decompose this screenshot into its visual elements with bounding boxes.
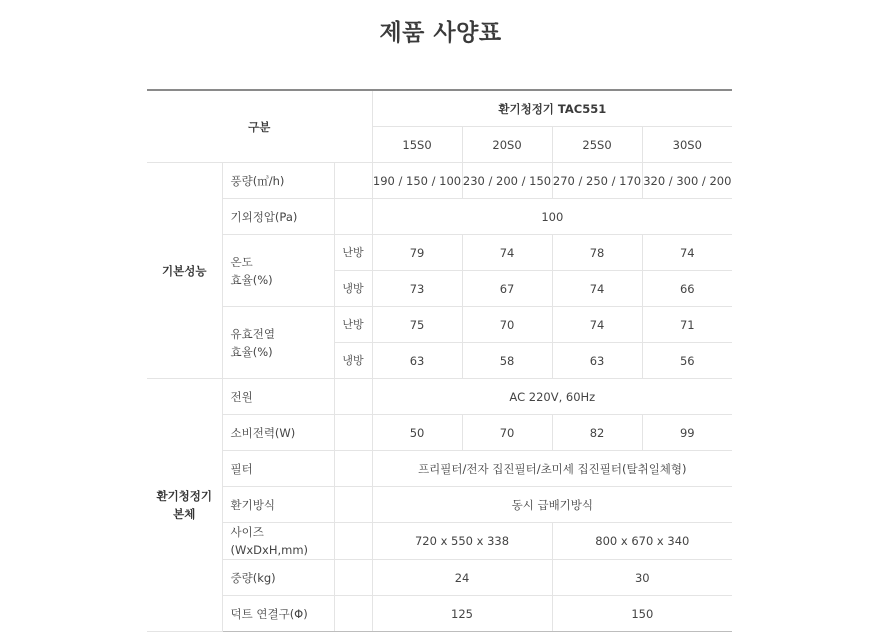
cell-value: 100 bbox=[372, 199, 732, 235]
row-airflow bbox=[147, 163, 732, 199]
cell-value: AC 220V, 60Hz bbox=[372, 379, 732, 415]
cell-value: 720 x 550 x 338 bbox=[372, 523, 552, 560]
cell-value: 30 bbox=[552, 560, 732, 596]
header-model: 30S0 bbox=[642, 127, 732, 163]
row-duct bbox=[147, 596, 732, 632]
cell-value: 800 x 670 x 340 bbox=[552, 523, 732, 560]
cell-value: 190 / 150 / 100 bbox=[372, 163, 462, 199]
spec-table bbox=[147, 89, 732, 632]
header-product: 환기청정기 TAC551 bbox=[372, 90, 732, 127]
row-label: 덕트 연결구(Φ) bbox=[222, 596, 334, 632]
cell-value: 74 bbox=[552, 271, 642, 307]
group-basic-performance: 기본성능 bbox=[147, 163, 222, 379]
cell-value: 67 bbox=[462, 271, 552, 307]
row-size bbox=[147, 523, 732, 560]
header-model: 20S0 bbox=[462, 127, 552, 163]
group-label-line: 환기청정기 bbox=[156, 489, 213, 503]
cell-value: 58 bbox=[462, 343, 552, 379]
cell-value: 125 bbox=[372, 596, 552, 632]
row-label-line: 온도 bbox=[230, 254, 253, 269]
sub-label-cooling: 냉방 bbox=[334, 343, 372, 379]
row-label: 풍량(㎥/h) bbox=[222, 163, 334, 199]
row-weight bbox=[147, 560, 732, 596]
cell-value: 74 bbox=[462, 235, 552, 271]
row-temp-eff-heating bbox=[147, 235, 732, 271]
header-row-1 bbox=[147, 90, 732, 127]
row-consumption bbox=[147, 415, 732, 451]
row-label: 중량(kg) bbox=[222, 560, 334, 596]
cell-value: 63 bbox=[552, 343, 642, 379]
row-label-line: 효율(%) bbox=[230, 272, 273, 287]
sub-label-heating: 난방 bbox=[334, 235, 372, 271]
cell-value: 56 bbox=[642, 343, 732, 379]
page-title: 제품 사양표 bbox=[379, 20, 502, 46]
cell-value: 24 bbox=[372, 560, 552, 596]
cell-value: 270 / 250 / 170 bbox=[552, 163, 642, 199]
cell-value: 320 / 300 / 200 bbox=[642, 163, 732, 199]
cell-value: 70 bbox=[462, 415, 552, 451]
cell-value: 150 bbox=[552, 596, 732, 632]
cell-value: 71 bbox=[642, 307, 732, 343]
header-model: 25S0 bbox=[552, 127, 642, 163]
row-label: 환기방식 bbox=[222, 487, 334, 523]
sub-label-heating: 난방 bbox=[334, 307, 372, 343]
row-label: 소비전력(W) bbox=[222, 415, 334, 451]
row-filter bbox=[147, 451, 732, 487]
row-label: 전원 bbox=[222, 379, 334, 415]
row-label: 필터 bbox=[222, 451, 334, 487]
header-category: 구분 bbox=[147, 90, 372, 163]
row-label-temp-efficiency bbox=[222, 235, 334, 307]
row-label: 기외정압(Pa) bbox=[222, 199, 334, 235]
row-label-line: 유효전열 bbox=[230, 326, 275, 341]
row-label-enthalpy-efficiency bbox=[222, 307, 334, 379]
cell-value: 70 bbox=[462, 307, 552, 343]
cell-value: 75 bbox=[372, 307, 462, 343]
group-body bbox=[147, 379, 222, 632]
cell-value: 63 bbox=[372, 343, 462, 379]
cell-value: 50 bbox=[372, 415, 462, 451]
row-label-line: 효율(%) bbox=[230, 344, 273, 359]
cell-value: 74 bbox=[642, 235, 732, 271]
header-model: 15S0 bbox=[372, 127, 462, 163]
cell-value: 82 bbox=[552, 415, 642, 451]
row-label: 사이즈(WxDxH,mm) bbox=[222, 523, 334, 560]
cell-value: 동시 급배기방식 bbox=[372, 487, 732, 523]
cell-value: 74 bbox=[552, 307, 642, 343]
cell-value: 79 bbox=[372, 235, 462, 271]
group-label-line: 본체 bbox=[173, 507, 196, 521]
sub-label-cooling: 냉방 bbox=[334, 271, 372, 307]
cell-value: 66 bbox=[642, 271, 732, 307]
cell-value: 230 / 200 / 150 bbox=[462, 163, 552, 199]
row-static-pressure bbox=[147, 199, 732, 235]
cell-value: 프리필터/전자 집진필터/초미세 집진필터(탈취일체형) bbox=[372, 451, 732, 487]
row-enthalpy-eff-heating bbox=[147, 307, 732, 343]
cell-value: 78 bbox=[552, 235, 642, 271]
cell-value: 99 bbox=[642, 415, 732, 451]
row-ventilation bbox=[147, 487, 732, 523]
row-power bbox=[147, 379, 732, 415]
cell-value: 73 bbox=[372, 271, 462, 307]
